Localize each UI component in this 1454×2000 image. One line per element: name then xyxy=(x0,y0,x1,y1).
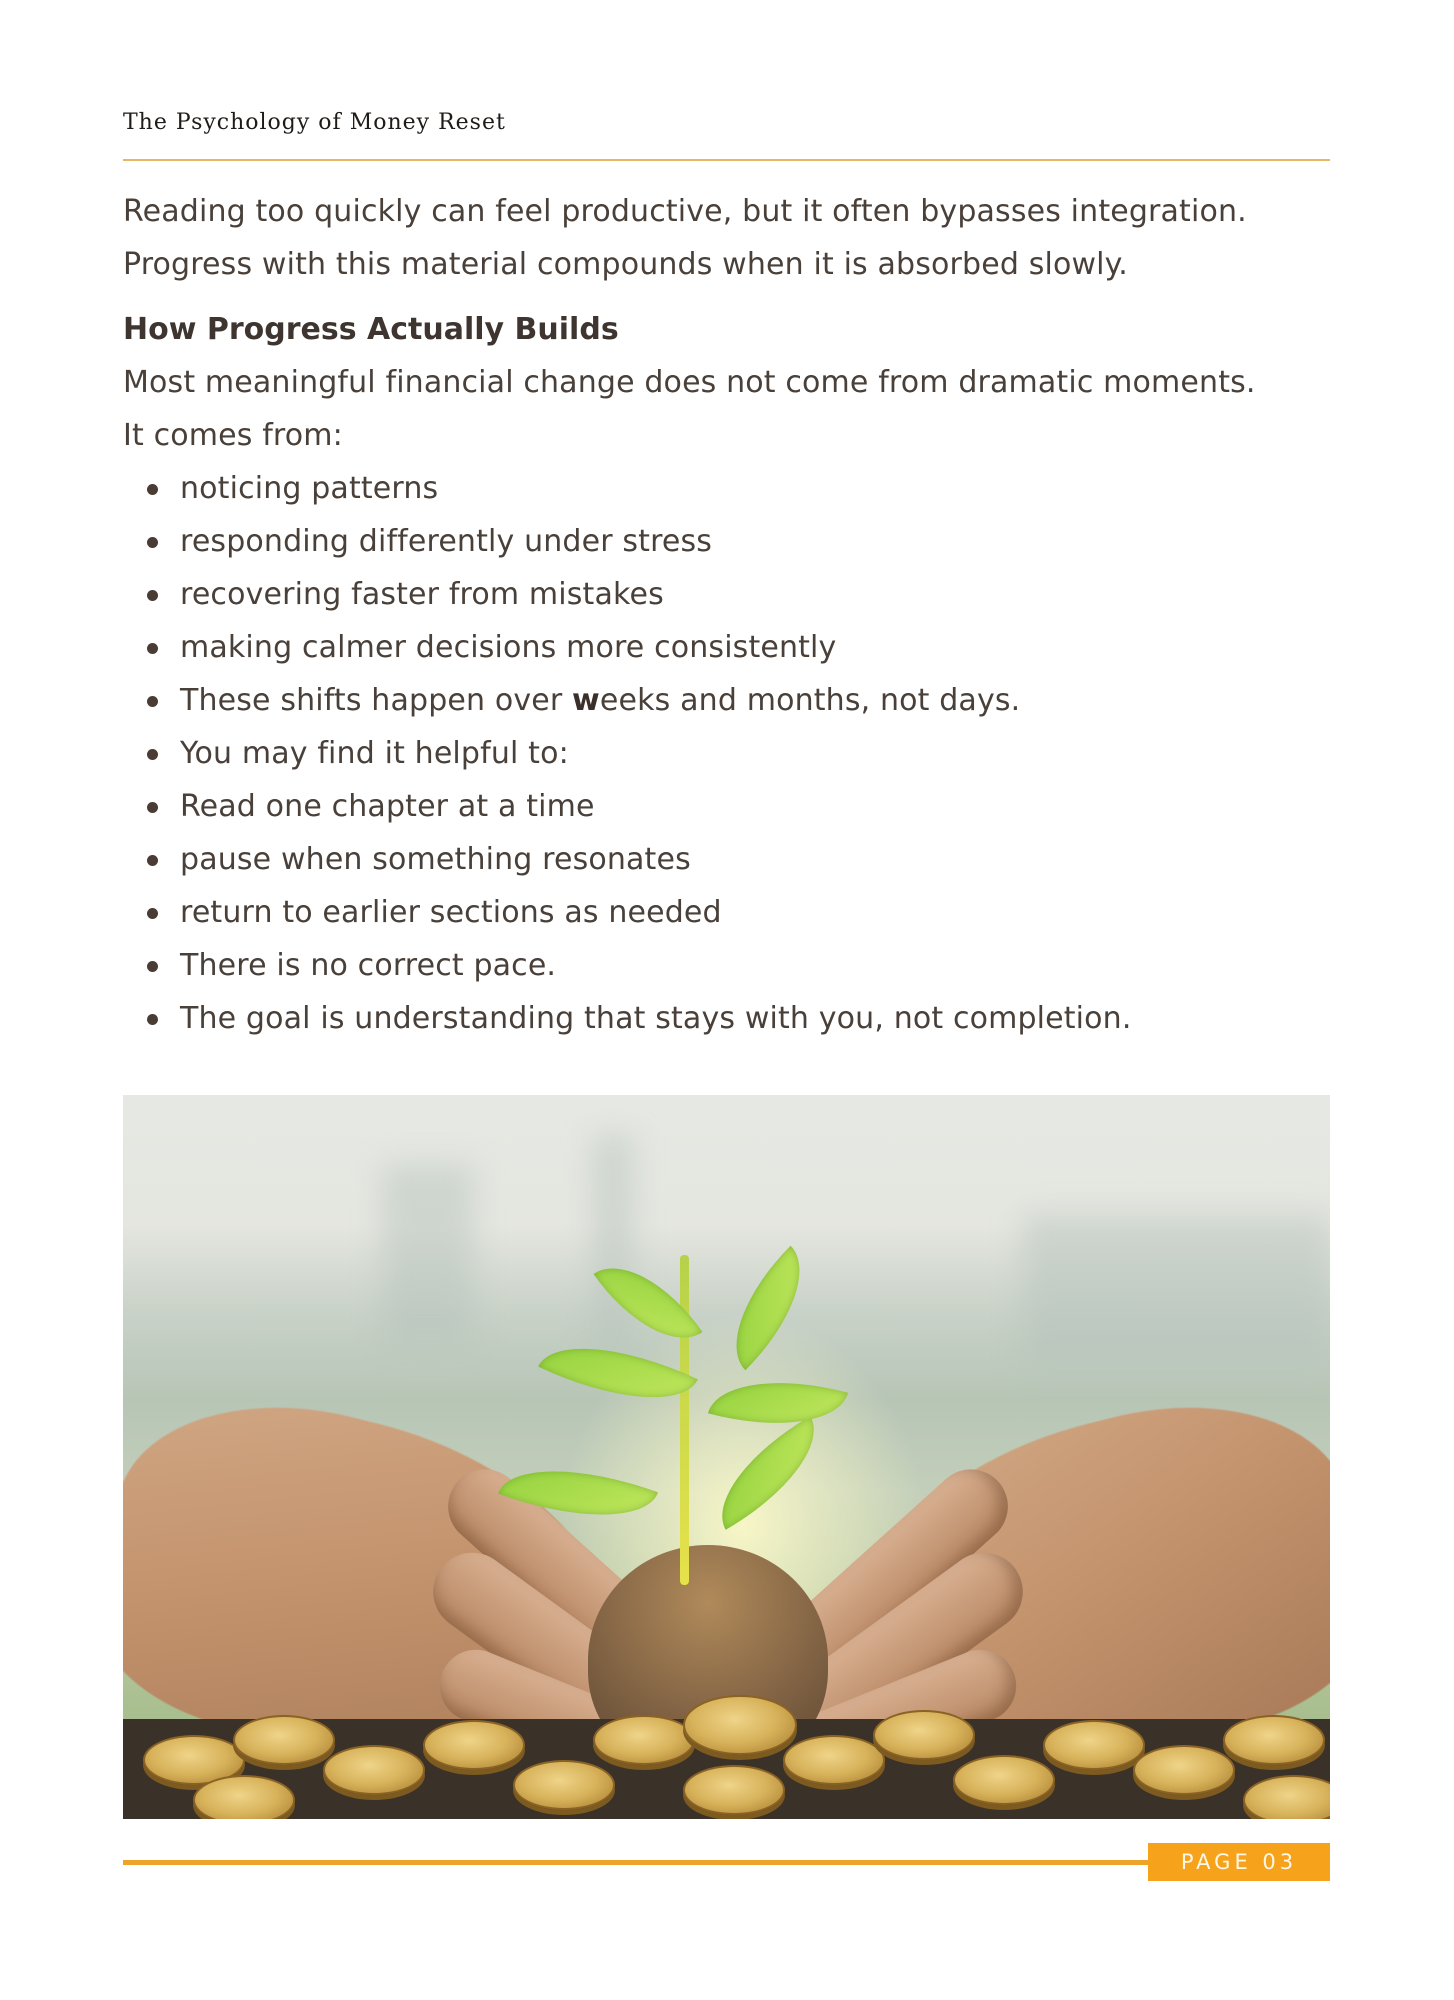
seedling-stem xyxy=(680,1255,689,1585)
section-heading: How Progress Actually Builds xyxy=(123,312,619,347)
list-item-text: pause when something resonates xyxy=(180,842,691,877)
list-item xyxy=(123,939,1338,992)
list-item-text: noticing patterns xyxy=(180,471,439,506)
bullet-icon xyxy=(147,855,158,866)
footer-rule xyxy=(123,1860,1153,1865)
coin xyxy=(683,1765,785,1815)
intro-line-2: Progress with this material compounds when it is absorbed slowly. xyxy=(123,247,1128,282)
leaf xyxy=(706,1246,830,1370)
list-item-text: Read one chapter at a time xyxy=(180,789,595,824)
bullet-icon xyxy=(147,643,158,654)
running-header-title: The Psychology of Money Reset xyxy=(123,110,506,135)
bullet-icon xyxy=(147,908,158,919)
list-item xyxy=(123,674,1338,727)
bullet-list xyxy=(123,462,1338,1045)
hero-photo-seedling-coins xyxy=(123,1095,1330,1819)
list-item-text: making calmer decisions more consistently xyxy=(180,630,837,665)
list-item xyxy=(123,515,1338,568)
page-number-badge: PAGE 03 xyxy=(1148,1843,1330,1881)
bullet-icon xyxy=(147,590,158,601)
bullet-icon xyxy=(147,961,158,972)
page-body xyxy=(123,185,1338,1045)
lead-line-1: Most meaningful financial change does not come from dramatic moments. xyxy=(123,365,1256,400)
list-item xyxy=(123,833,1338,886)
background-haze xyxy=(593,1135,633,1355)
coin xyxy=(873,1710,975,1760)
list-item-text-bold: w xyxy=(572,683,600,718)
leaf xyxy=(698,1416,839,1529)
list-item-text: You may find it helpful to: xyxy=(180,736,569,771)
list-item xyxy=(123,462,1338,515)
bullet-icon xyxy=(147,1014,158,1025)
coin xyxy=(1223,1715,1325,1765)
bullet-icon xyxy=(147,802,158,813)
bullet-icon xyxy=(147,696,158,707)
list-item xyxy=(123,886,1338,939)
coin xyxy=(233,1715,335,1765)
list-item-text-before: These shifts happen over xyxy=(180,683,573,718)
list-item-text: The goal is understanding that stays with you, not completion. xyxy=(180,1001,1132,1036)
coin xyxy=(593,1715,695,1765)
list-item xyxy=(123,727,1338,780)
coin xyxy=(783,1735,885,1785)
list-item xyxy=(123,568,1338,621)
list-item-text: There is no correct pace. xyxy=(180,948,557,983)
background-haze xyxy=(383,1165,473,1345)
coin xyxy=(1043,1720,1145,1770)
list-item xyxy=(123,780,1338,833)
bullet-icon xyxy=(147,484,158,495)
bullet-icon xyxy=(147,537,158,548)
lead-line-2: It comes from: xyxy=(123,418,343,453)
list-item-text: return to earlier sections as needed xyxy=(180,895,722,930)
list-item xyxy=(123,992,1338,1045)
background-haze xyxy=(1023,1215,1330,1365)
intro-line-1: Reading too quickly can feel productive, but it often bypasses integration. xyxy=(123,194,1247,229)
coin xyxy=(1133,1745,1235,1795)
list-item-text: responding differently under stress xyxy=(180,524,713,559)
list-item xyxy=(123,621,1338,674)
coin xyxy=(193,1775,295,1819)
list-item-text: recovering faster from mistakes xyxy=(180,577,664,612)
bullet-icon xyxy=(147,749,158,760)
coin xyxy=(513,1760,615,1810)
coin xyxy=(953,1755,1055,1805)
coin xyxy=(323,1745,425,1795)
list-item-text-after: eeks and months, not days. xyxy=(599,683,1021,718)
header-rule xyxy=(123,159,1330,161)
coin xyxy=(423,1720,525,1770)
coin xyxy=(683,1695,797,1755)
leaf xyxy=(708,1359,848,1447)
